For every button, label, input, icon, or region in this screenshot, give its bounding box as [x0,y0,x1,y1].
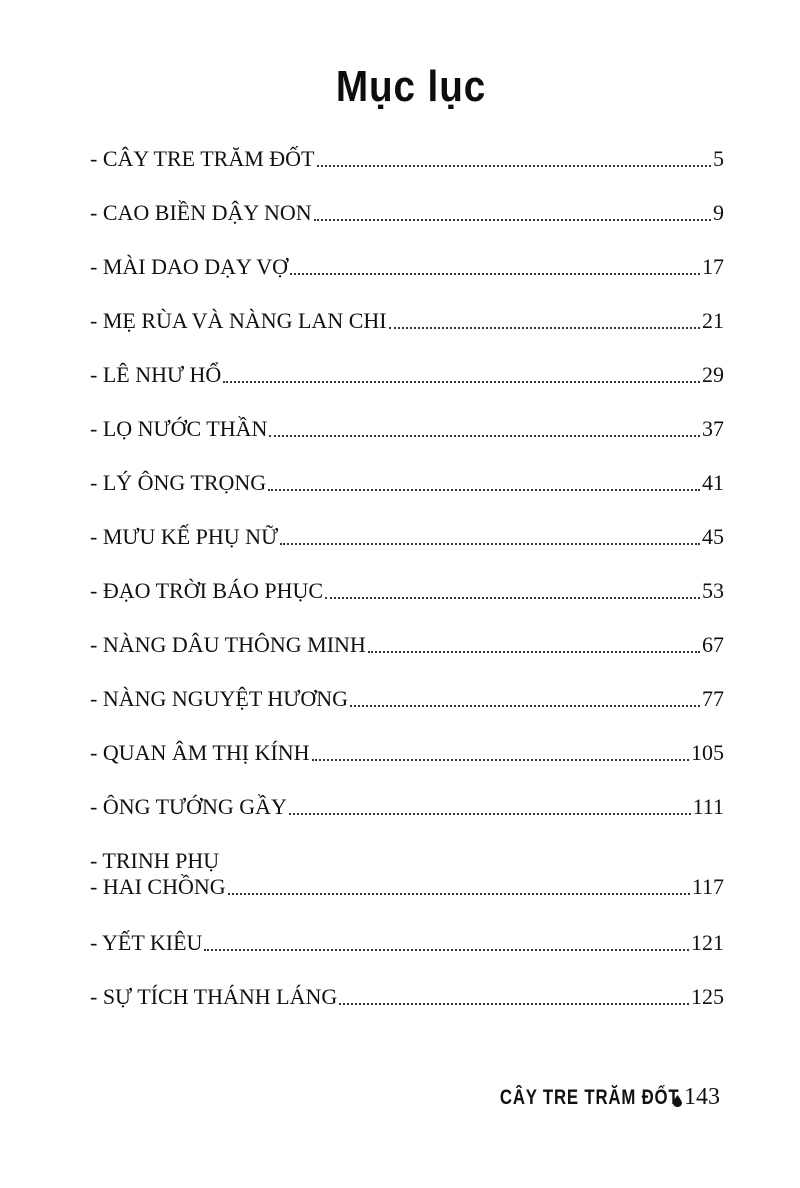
toc-entry-page: 121 [691,930,724,955]
toc-entry-page: 37 [702,416,724,441]
toc-entry-title: - ĐẠO TRỜI BÁO PHỤC [90,578,324,603]
toc-entry-title: - LÊ NHƯ HỔ [90,362,222,387]
dot-leader [223,381,700,383]
dot-leader [290,273,700,275]
dot-leader [269,435,700,437]
toc-entry [90,416,724,442]
toc-entry-page: 9 [713,200,724,225]
page-number: 143 [684,1084,720,1110]
toc-entry-page: 67 [702,632,724,657]
toc-entry-title: - ÔNG TƯỚNG GẦY [90,794,287,819]
toc-entry [90,848,724,900]
dot-leader [280,543,700,545]
toc-entry [90,794,724,820]
toc-entry [90,362,724,388]
toc-entry [90,524,724,550]
toc-entry [90,740,724,766]
dot-leader [325,597,700,599]
toc-entry-page: 125 [691,984,724,1009]
dot-leader [204,949,689,951]
toc-entry [90,200,724,226]
toc-entry-title: - CÂY TRE TRĂM ĐỐT [90,146,315,171]
toc-entry [90,632,724,658]
toc-entry-title: - MƯU KẾ PHỤ NỮ [90,524,279,549]
toc-entry-title: - SỰ TÍCH THÁNH LÁNG [90,984,338,1009]
dot-leader [389,327,700,329]
dot-leader [289,813,691,815]
toc-entry [90,578,724,604]
toc-entry-title: - TRINH PHỤ [90,848,220,873]
running-title: CÂY TRE TRĂM ĐỐT [499,1085,679,1109]
toc-entry-page: 111 [692,794,724,819]
toc-entry [90,146,724,172]
toc-entry-page: 117 [691,874,724,899]
page-footer [455,1084,720,1111]
dot-leader [228,893,690,895]
dot-leader [350,705,700,707]
toc-entry-page: 41 [702,470,724,495]
toc-entry-title: - LỌ NƯỚC THẦN [90,416,268,441]
toc-entry-page: 105 [691,740,724,765]
toc-entry-title: - LÝ ÔNG TRỌNG [90,470,267,495]
toc-entry-page: 17 [702,254,724,279]
toc-entry-title: - CAO BIỀN DẬY NON [90,200,312,225]
toc-entry-page: 5 [713,146,724,171]
toc-entry-title: - NÀNG DÂU THÔNG MINH [90,632,366,657]
toc-entry-page: 45 [702,524,724,549]
toc-entry [90,930,724,956]
toc-entry [90,686,724,712]
toc-entry-title: - QUAN ÂM THỊ KÍNH [90,740,310,765]
toc-entry-title: - MÀI DAO DẠY VỢ [90,254,288,279]
page-title: Mục lục [335,62,487,111]
dot-leader [314,219,711,221]
toc-entry [90,308,724,334]
toc-entry-page: 53 [702,578,724,603]
toc-entry-title: - MẸ RÙA VÀ NÀNG LAN CHI [90,308,387,333]
toc-entry-title: - YẾT KIÊU [90,930,203,955]
toc-entry [90,470,724,496]
toc-entry-page: 21 [702,308,724,333]
toc-entry-title-continued: - HAI CHỒNG [90,874,226,899]
dot-leader [268,489,700,491]
toc-entry-title: - NÀNG NGUYỆT HƯƠNG [90,686,349,711]
toc-entry [90,254,724,280]
dot-leader [312,759,689,761]
toc-entry-page: 77 [702,686,724,711]
toc-entry [90,984,724,1010]
toc-entry-page: 29 [702,362,724,387]
dot-leader [317,165,712,167]
dot-leader [339,1003,689,1005]
dot-leader [368,651,700,653]
